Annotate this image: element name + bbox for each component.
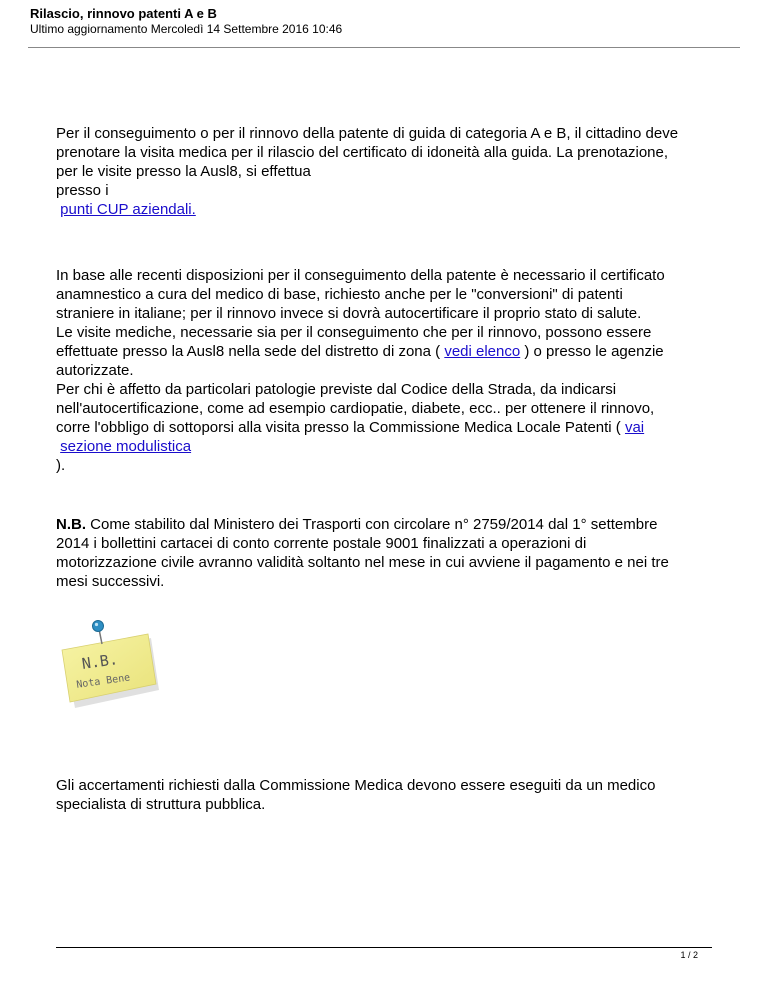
text-line: Per chi è affetto da particolari patologie previste dal Codice della Strada, da indicarsi: [56, 381, 617, 398]
text-line: nell'autocertificazione, come ad esempio cardiopatie, diabete, ecc.. per ottenere il rinnovo,: [56, 400, 655, 417]
text-segment: ) o presso le agenzie: [520, 343, 664, 360]
text-segment: Come stabilito dal Ministero dei Trasporti con circolare n° 2759/2014 dal 1° settembre: [86, 516, 658, 533]
sticky-note-icon: [52, 620, 162, 720]
text-line: Le visite mediche, necessarie sia per il conseguimento che per il rinnovo, possono essere: [56, 324, 652, 341]
text-line: presso i: [56, 182, 109, 199]
punti-cup-link[interactable]: punti CUP aziendali.: [60, 201, 196, 218]
text-line: In base alle recenti disposizioni per il conseguimento della patente è necessario il certificato: [56, 267, 665, 284]
note-subtitle: Nota Bene: [75, 672, 131, 691]
sezione-modulistica-link[interactable]: sezione modulistica: [60, 438, 192, 455]
page-header: [30, 6, 738, 37]
text-line: autorizzate.: [56, 362, 134, 379]
vai-link[interactable]: vai: [624, 419, 645, 436]
paragraph-disposizioni: [56, 266, 716, 475]
text-line: prenotare la visita medica per il rilascio del certificato di idoneità alla guida. La prenotazione,: [56, 144, 669, 161]
text-line: specialista di struttura pubblica.: [56, 796, 266, 813]
text-line: motorizzazione civile avranno validità soltanto nel mese in cui avviene il pagamento e nei tre: [56, 554, 669, 571]
text-line: 2014 i bollettini cartacei di conto corrente postale 9001 finalizzati a operazioni di: [56, 535, 587, 552]
text-line: anamnestico a cura del medico di base, richiesto anche per le "conversioni" di patenti: [56, 286, 623, 303]
text-line: straniere in italiane; per il rinnovo invece si dovrà autocertificare il proprio stato di salute.: [56, 305, 642, 322]
text-line: mesi successivi.: [56, 573, 165, 590]
sticky-note-image: [52, 620, 162, 720]
text-segment: effettuate presso la Ausl8 nella sede del distretto di zona (: [56, 343, 445, 360]
footer-divider: [56, 947, 712, 948]
header-divider: [28, 47, 740, 48]
text-line: ).: [56, 457, 66, 474]
text-line: Gli accertamenti richiesti dalla Commissione Medica devono essere eseguiti da un medico: [56, 777, 656, 794]
text-line: per le visite presso la Ausl8, si effettua: [56, 163, 311, 180]
vedi-elenco-link[interactable]: vedi elenco: [444, 343, 521, 360]
paragraph-nota-bene: [56, 515, 716, 591]
nb-label: N.B.: [56, 516, 86, 533]
paragraph-prenotazione: [56, 124, 716, 219]
page-title: Rilascio, rinnovo patenti A e B: [30, 6, 217, 21]
page-number: 1 / 2: [680, 950, 698, 960]
text-segment: corre l'obbligo di sottoporsi alla visita presso la Commissione Medica Locale Patenti (: [56, 419, 625, 436]
text-line: Per il conseguimento o per il rinnovo della patente di guida di categoria A e B, il cittadino deve: [56, 125, 679, 142]
last-updated: Ultimo aggiornamento Mercoledì 14 Settembre 2016 10:46: [30, 22, 343, 36]
paragraph-accertamenti: [56, 776, 716, 814]
note-title: N.B.: [80, 650, 119, 673]
